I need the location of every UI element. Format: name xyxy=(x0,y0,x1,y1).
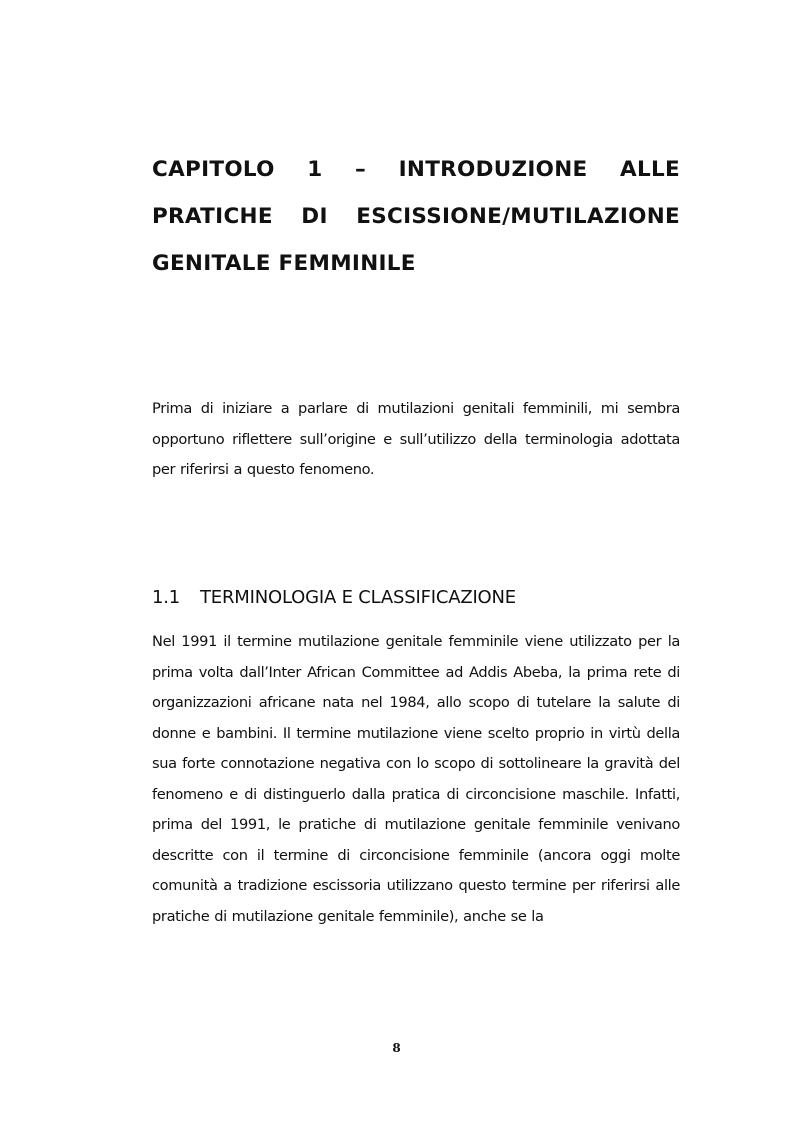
page-number: 8 xyxy=(392,1041,401,1055)
section-body-paragraph: Nel 1991 il termine mutilazione genitale femminile viene utilizzato per la prima volta dall’Inter African Committee ad Addis Abeba, la prima rete di organizzazioni africane nata nel 1984, allo scopo di tutelare la salute di donne e bambini. Il termine mutilazione viene scelto proprio in virtù della sua forte connotazione negativa con lo scopo di sottolineare la gravità del fenomeno e di distinguerlo dalla pratica di circoncisione maschile. Infatti, prima del 1991, le pratiche di mutilazione genitale femminile venivano descritte con il termine di circoncisione femminile (ancora oggi molte comunità a tradizione escissoria utilizzano questo termine per riferirsi alle pratiche di mutilazione genitale femminile), anche se la xyxy=(152,633,680,925)
section-number: 1.1 xyxy=(152,587,181,608)
section-title: TERMINOLOGIA E CLASSIFICAZIONE xyxy=(200,587,516,608)
intro-paragraph: Prima di iniziare a parlare di mutilazioni genitali femminili, mi sembra opportuno riflettere sull’origine e sull’utilizzo della terminologia adottata per riferirsi a questo fenomeno. xyxy=(152,400,680,478)
chapter-title: CAPITOLO 1 – INTRODUZIONE ALLE PRATICHE DI ESCISSIONE/MUTILAZIONE GENITALE FEMMINILE xyxy=(152,157,680,276)
section-heading xyxy=(152,584,680,612)
